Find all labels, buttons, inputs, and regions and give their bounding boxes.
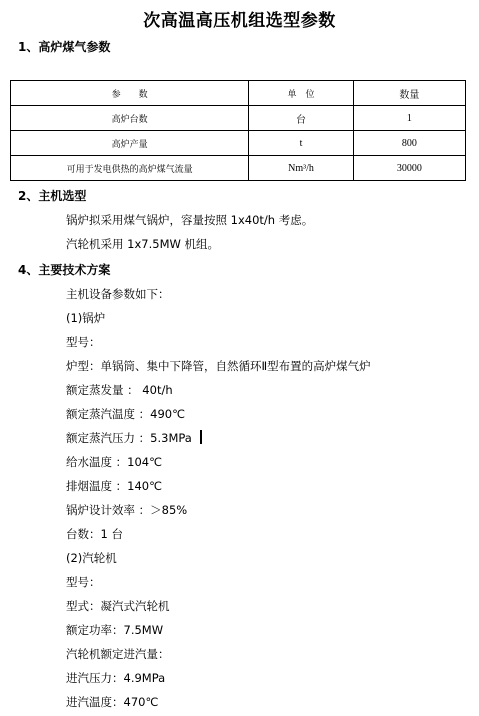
cell-unit: 台	[249, 106, 353, 131]
tech-line: 给水温度 ：104℃	[66, 455, 163, 469]
cell-quantity: 800	[353, 131, 465, 156]
cell-parameter: 高炉产量	[11, 131, 249, 156]
tech-line: 排烟温度 ：140℃	[66, 479, 163, 493]
header-unit: 单 位	[249, 81, 353, 106]
tech-line: 汽轮机额定进汽量：	[66, 647, 170, 661]
tech-line: 锅炉设计效率 ：＞85%	[66, 503, 188, 517]
tech-line: 炉型：单锅筒、集中下降管，自然循环Ⅱ型布置的高炉煤气炉	[66, 359, 371, 373]
tech-line: 台数：1 台	[66, 527, 123, 541]
table-header-row	[11, 81, 466, 106]
table-row	[11, 106, 466, 131]
tech-line: (2)汽轮机	[66, 551, 117, 565]
tech-line: 额定功率：7.5MW	[66, 623, 164, 637]
page-title: 次高温高压机组选型参数	[143, 11, 336, 31]
header-quantity: 数量	[353, 81, 465, 106]
cell-quantity: 1	[353, 106, 465, 131]
section-heading-blast-furnace-gas: 1、高炉煤气参数	[18, 40, 111, 54]
table-row	[11, 131, 466, 156]
selection-line-turbine: 汽轮机采用 1x7.5MW 机组。	[66, 237, 220, 251]
parameter-table	[10, 80, 466, 181]
table-row	[11, 156, 466, 181]
tech-line: 进汽温度：470℃	[66, 695, 159, 709]
cell-quantity: 30000	[353, 156, 465, 181]
cell-unit: Nm³/h	[249, 156, 353, 181]
tech-line: (1)锅炉	[66, 311, 106, 325]
section-heading-technical-plan: 4、主要技术方案	[18, 263, 111, 277]
cell-parameter: 可用于发电供热的高炉煤气流量	[11, 156, 249, 181]
tech-line: 额定蒸发量 ： 40t/h	[66, 383, 173, 397]
section-heading-main-equipment: 2、主机选型	[18, 189, 87, 203]
tech-line: 型号：	[66, 575, 101, 589]
text-cursor	[200, 430, 202, 444]
tech-line: 型式：凝汽式汽轮机	[66, 599, 170, 613]
tech-line: 进汽压力：4.9MPa	[66, 671, 166, 685]
selection-line-boiler: 锅炉拟采用煤气锅炉，容量按照 1x40t/h 考虑。	[66, 213, 314, 227]
header-parameter: 参 数	[11, 81, 249, 106]
tech-line-text: 额定蒸汽压力 ：5.3MPa	[66, 431, 192, 445]
cell-unit: t	[249, 131, 353, 156]
tech-line: 型号：	[66, 335, 101, 349]
cell-parameter: 高炉台数	[11, 106, 249, 131]
tech-line: 额定蒸汽温度 ：490℃	[66, 407, 186, 421]
tech-line-steam-pressure	[66, 430, 202, 446]
tech-line: 主机设备参数如下：	[66, 287, 170, 301]
